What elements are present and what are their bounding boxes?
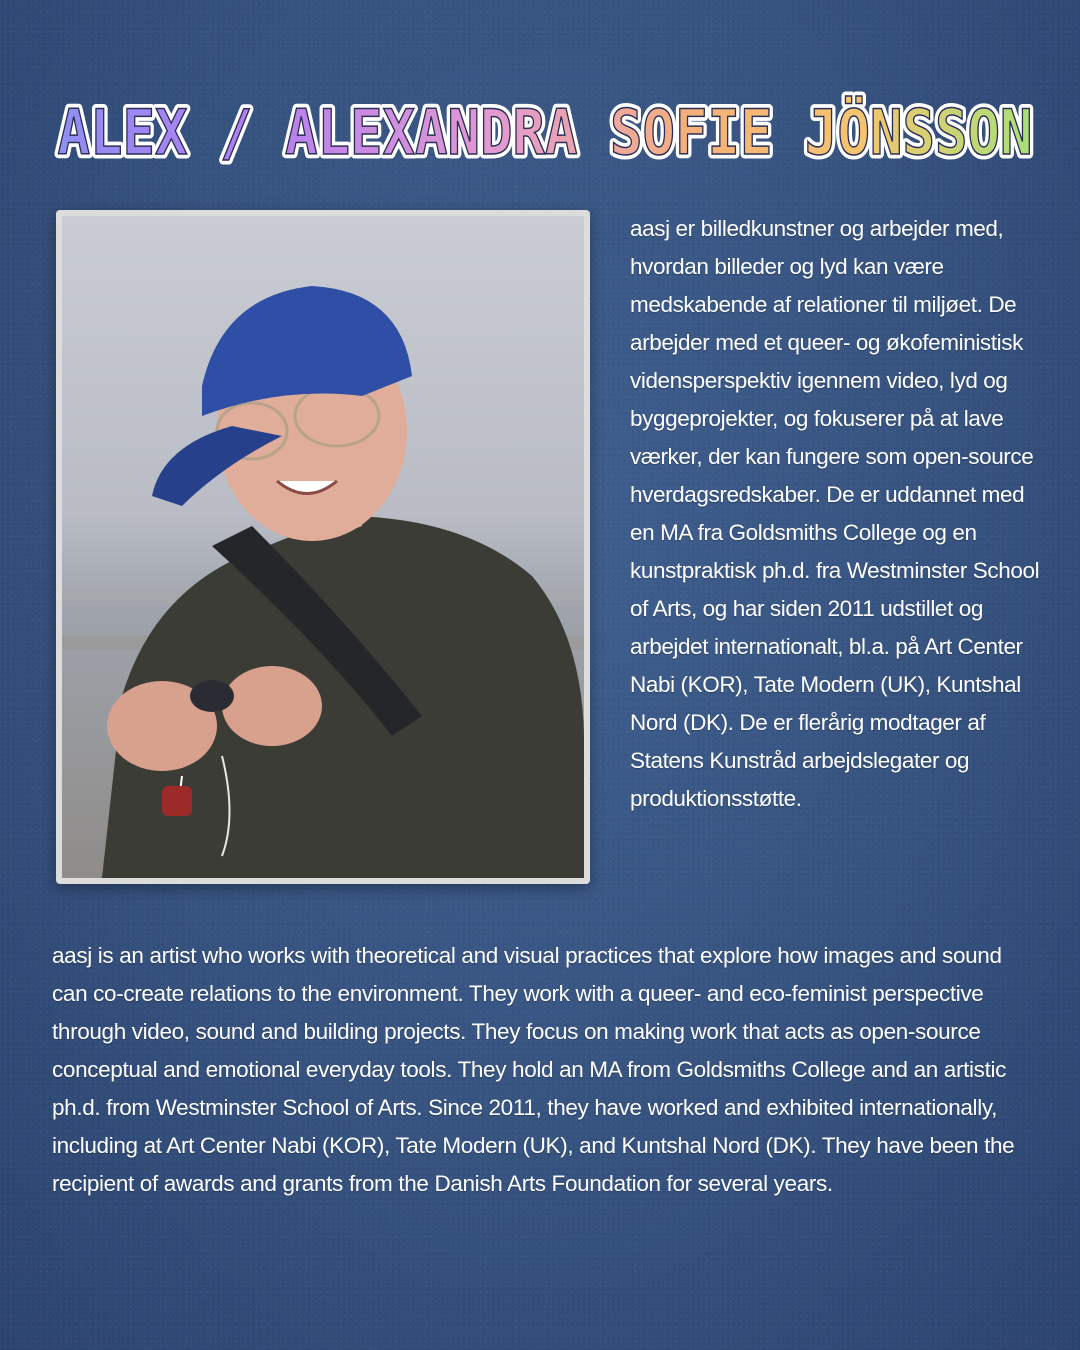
title-outline: ALEX / ALEXANDRA SOFIE JÖNSSON (57, 96, 1033, 169)
portrait-photo-frame (56, 210, 590, 884)
page-title (50, 88, 1040, 178)
title-graphic (50, 88, 1040, 178)
portrait-photo (62, 216, 584, 878)
bio-english: aasj is an artist who works with theoretical and visual practices that explore how images and sound can co-create relations to the environment. They work with a queer- and eco-feminist perspective through video, sound and building projects. They focus on making work that acts as open-source conceptual and emotional everyday tools. They hold an MA from Goldsmiths College and an artistic ph.d. from Westminster School of Arts. Since 2011, they have worked and exhibited internationally, including at Art Center Nabi (KOR), Tate Modern (UK), and Kuntshal Nord (DK). They have been the recipient of awards and grants from the Danish Arts Foundation for several years. (52, 943, 1015, 1196)
title-text: ALEX / ALEXANDRA SOFIE JÖNSSON (57, 96, 1033, 169)
bio-danish: aasj er billedkunstner og arbejder med, hvordan billeder og lyd kan være medskabende af relationer til miljøet. De arbejder med et queer- og økofeministisk vidensperspektiv igennem video, lyd og byggeprojekter, og fokuserer på at lave værker, der kan fungere som open-source hverdagsredskaber. De er uddannet med en MA fra Goldsmiths College og en kunstpraktisk ph.d. fra Westminster School of Arts, og har siden 2011 udstillet og arbejdet internationalt, bl.a. på Art Center Nabi (KOR), Tate Modern (UK), Kuntshal Nord (DK). De er flerårig modtager af Statens Kunstråd arbejdslegater og produktionsstøtte. (630, 216, 1040, 811)
